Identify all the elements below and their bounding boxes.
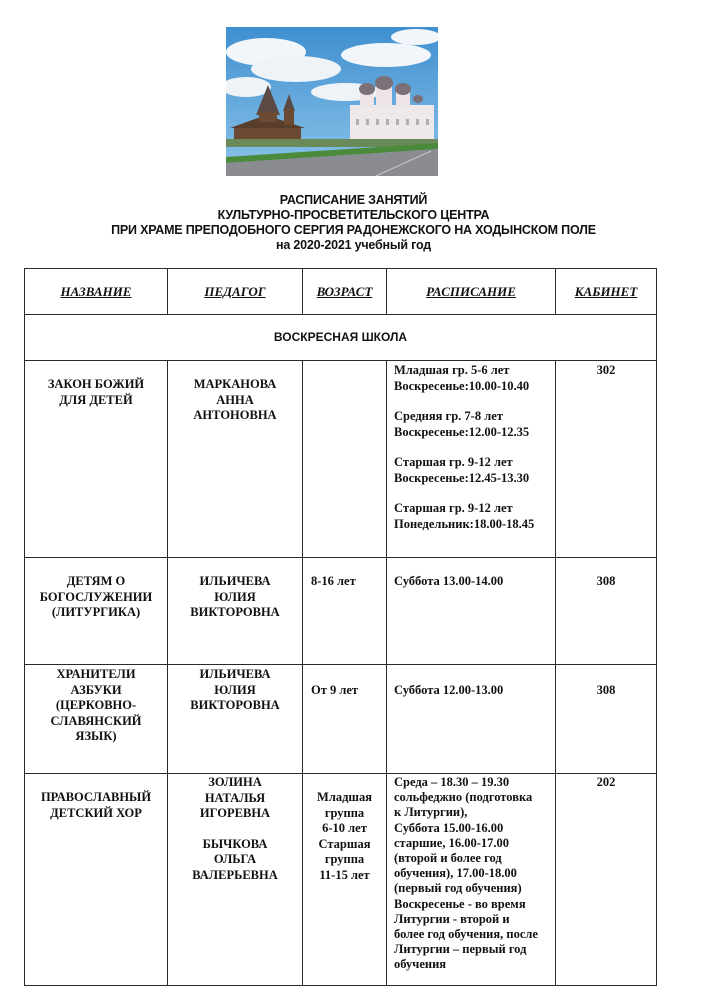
cell-name xyxy=(25,665,168,774)
cell-teacher xyxy=(168,558,303,665)
teacher-line: ОЛЬГА xyxy=(213,852,257,866)
cell-teacher xyxy=(168,361,303,558)
teacher-line: АННА xyxy=(216,392,254,407)
schedule-line: (первый год обучения) xyxy=(394,881,522,896)
table-row xyxy=(25,774,657,986)
name-line: СЛАВЯНСКИЙ xyxy=(50,713,142,728)
cell-room: 302 xyxy=(556,361,657,558)
name-line: ДЕТСКИЙ ХОР xyxy=(50,805,142,820)
teacher-line: ВИКТОРОВНА xyxy=(190,698,280,712)
cell-schedule xyxy=(387,361,556,558)
cell-age xyxy=(303,361,387,558)
name-line: АЗБУКИ xyxy=(70,682,122,697)
teacher-line: ИЛЬИЧЕВА xyxy=(199,667,271,681)
name-line: ДЛЯ ДЕТЕЙ xyxy=(59,392,133,407)
age-line: Старшая xyxy=(318,836,371,851)
teacher-line: ВИКТОРОВНА xyxy=(190,605,280,619)
schedule-group xyxy=(394,363,551,394)
teacher-line: АНТОНОВНА xyxy=(193,408,277,422)
cell-room: 202 xyxy=(556,774,657,986)
cell-schedule: Суббота 13.00-14.00 xyxy=(387,558,556,665)
name-line: ЗАКОН БОЖИЙ xyxy=(47,377,145,391)
teacher-line: НАТАЛЬЯ xyxy=(204,790,266,805)
teacher-line: ИГОРЕВНА xyxy=(199,806,271,820)
title-line-3: ПРИ ХРАМЕ ПРЕПОДОБНОГО СЕРГИЯ РАДОНЕЖСКОГО НА ХОДЫНСКОМ ПОЛЕ xyxy=(111,223,596,237)
table-row xyxy=(25,665,657,774)
age-line: группа xyxy=(324,805,365,820)
header-room: КАБИНЕТ xyxy=(556,269,657,315)
schedule-line: Воскресенье - во время xyxy=(394,896,526,911)
table-header-row xyxy=(25,269,657,315)
schedule-group xyxy=(394,409,551,440)
schedule-group xyxy=(394,455,551,486)
schedule-line: Суббота 15.00-16.00 xyxy=(394,820,504,835)
header-name: НАЗВАНИЕ xyxy=(25,269,168,315)
schedule-line: сольфеджио (подготовка xyxy=(394,790,533,805)
schedule-line: старшие, 16.00-17.00 xyxy=(394,835,510,850)
schedule-line: обучения), 17.00-18.00 xyxy=(394,866,517,881)
schedule-line: обучения xyxy=(394,957,447,972)
teacher-line: БЫЧКОВА xyxy=(202,836,268,851)
title-line-1: РАСПИСАНИЕ ЗАНЯТИЙ xyxy=(279,193,428,207)
title-line-2: КУЛЬТУРНО-ПРОСВЕТИТЕЛЬСКОГО ЦЕНТРА xyxy=(217,208,490,222)
header-teacher: ПЕДАГОГ xyxy=(168,269,303,315)
cell-name xyxy=(25,361,168,558)
cell-room: 308 xyxy=(556,665,657,774)
schedule-line: Младшая гр. 5-6 лет xyxy=(394,363,510,377)
schedule-line: Понедельник:18.00-18.45 xyxy=(394,516,535,531)
age-line: группа xyxy=(324,852,365,866)
cell-teacher xyxy=(168,774,303,986)
schedule-line: Старшая гр. 9-12 лет xyxy=(394,501,513,515)
schedule-line: (второй и более год xyxy=(394,851,502,866)
name-line: БОГОСЛУЖЕНИИ xyxy=(39,589,153,604)
table-row xyxy=(25,361,657,558)
header-schedule: РАСПИСАНИЕ xyxy=(387,269,556,315)
spacer xyxy=(168,822,302,837)
document-title xyxy=(0,193,707,253)
teacher-line: МАРКАНОВА xyxy=(193,377,277,391)
schedule-line: Среда – 18.30 – 19.30 xyxy=(394,775,510,789)
schedule-line: к Литургии), xyxy=(394,805,468,820)
header-age: ВОЗРАСТ xyxy=(303,269,387,315)
title-line-4: на 2020-2021 учебный год xyxy=(276,238,431,252)
cell-age xyxy=(303,774,387,986)
age-line: Младшая xyxy=(317,790,372,804)
church-photo xyxy=(226,27,438,176)
church-photo-icon xyxy=(226,27,438,176)
name-line: ДЕТЯМ О xyxy=(66,574,126,588)
schedule-group xyxy=(394,501,551,532)
schedule-line: Средняя гр. 7-8 лет xyxy=(394,409,503,423)
age-line: 6-10 лет xyxy=(322,821,367,835)
schedule-line: Воскресенье:12.45-13.30 xyxy=(394,470,530,485)
schedule-line: Литургии - второй и xyxy=(394,911,510,926)
cell-schedule: Суббота 12.00-13.00 xyxy=(387,665,556,774)
schedule-line: Воскресенье:10.00-10.40 xyxy=(394,378,530,393)
schedule-line: Воскресенье:12.00-12.35 xyxy=(394,424,530,439)
teacher-line: ЗОЛИНА xyxy=(208,775,262,789)
name-line: ПРАВОСЛАВНЫЙ xyxy=(40,790,152,804)
cell-name xyxy=(25,774,168,986)
cell-name xyxy=(25,558,168,665)
cell-schedule xyxy=(387,774,556,986)
teacher-line: ИЛЬИЧЕВА xyxy=(199,574,271,588)
schedule-line: более год обучения, после xyxy=(394,927,538,942)
schedule-line: Старшая гр. 9-12 лет xyxy=(394,455,513,469)
name-line: ЯЗЫК) xyxy=(75,729,117,743)
teacher-line: ВАЛЕРЬЕВНА xyxy=(192,867,278,882)
cell-age: От 9 лет xyxy=(303,665,387,774)
name-line: (ЛИТУРГИКА) xyxy=(51,605,141,619)
table-row xyxy=(25,558,657,665)
age-line: 11-15 лет xyxy=(319,867,370,882)
teacher-line: ЮЛИЯ xyxy=(214,589,256,604)
cell-room: 308 xyxy=(556,558,657,665)
name-line: (ЦЕРКОВНО- xyxy=(55,698,137,712)
teacher-line: ЮЛИЯ xyxy=(214,682,256,697)
schedule-table xyxy=(24,268,657,986)
cell-teacher xyxy=(168,665,303,774)
section-row xyxy=(25,315,657,361)
name-line: ХРАНИТЕЛИ xyxy=(56,667,136,681)
section-title: ВОСКРЕСНАЯ ШКОЛА xyxy=(25,315,657,361)
schedule-line: Литургии – первый год xyxy=(394,942,527,957)
cell-age: 8-16 лет xyxy=(303,558,387,665)
